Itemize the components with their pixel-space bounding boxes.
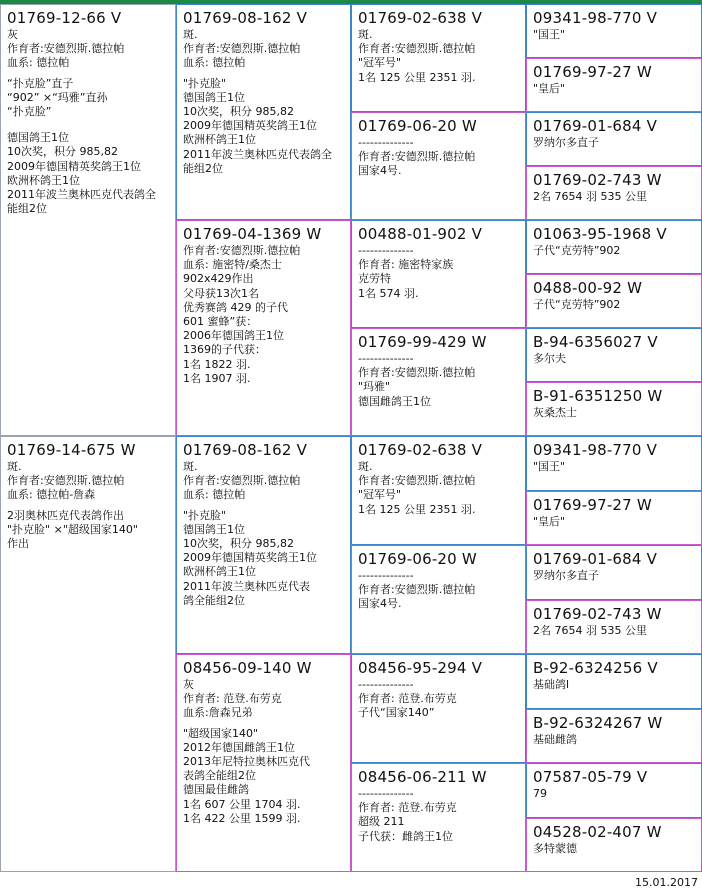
note-line: 国家4号. (358, 597, 402, 611)
note-line: 罗纳尔多直子 (533, 136, 599, 149)
ggdam-1 (526, 58, 702, 112)
pedigree-notes (533, 460, 697, 474)
pedigree-notes (7, 460, 171, 551)
sire-2 (176, 436, 351, 654)
note-line: 斑. (183, 460, 198, 473)
note-line: -------------- (358, 678, 414, 691)
ring-number: B-92-6324256 V (533, 659, 658, 677)
pedigree-notes (533, 82, 697, 96)
note-line: 德国鸽王1位 (183, 90, 245, 104)
note-line: 德国鸽王1位 (7, 131, 69, 145)
note-line: 作育者:安德烈斯.德拉帕 (358, 583, 476, 597)
note-line: 德国雌鸽王1位 (358, 394, 431, 408)
ggdam-3 (526, 274, 702, 328)
pedigree-notes (358, 352, 521, 409)
note-line: 德国鸽王1位 (183, 522, 245, 536)
note-line: 作出 (7, 537, 29, 551)
ring-number: 09341-98-770 V (533, 441, 658, 459)
pedigree-notes (358, 569, 521, 612)
dam-2 (176, 654, 351, 872)
note-line: 作育者:安德烈斯.德拉帕 (183, 244, 301, 257)
note-line: 血系: 德拉帕 (183, 488, 246, 502)
pedigree-notes (533, 136, 697, 150)
note-line: “扑克脸”直子 (7, 76, 74, 90)
note-line: 欧洲杯鸽王1位 (183, 565, 256, 579)
ggsire-5 (526, 436, 702, 491)
note-line: 79 (533, 787, 547, 800)
note-line: 作育者:安德烈斯.德拉帕 (358, 474, 476, 488)
ggsire-6 (526, 545, 702, 600)
note-line: 多尔夫 (533, 352, 566, 365)
note-line: 斑. (358, 460, 373, 473)
pedigree-notes (358, 678, 521, 721)
ggdam-7 (526, 709, 702, 763)
note-line: -------------- (358, 352, 414, 365)
ring-number: B-94-6356027 V (533, 333, 658, 351)
note-line: 2009年德国精英奖鸽王1位 (183, 119, 317, 133)
note-line: "冠军号" (358, 488, 402, 502)
note-line: 超级 211 (358, 815, 405, 829)
note-line: "冠军号" (358, 56, 402, 70)
ring-number: 01769-06-20 W (358, 550, 477, 568)
note-line: 灰 (183, 678, 194, 691)
note-line: 作育者: 范登.布劳克 (358, 801, 457, 815)
pedigree-notes (533, 244, 697, 258)
pedigree-notes (183, 460, 346, 608)
note-line: 2012年德国雌鸽王1位 (183, 740, 295, 754)
note-line: 灰桑杰士 (533, 406, 577, 419)
note-line: -------------- (358, 244, 414, 257)
note-line: 10次奖，积分 985,82 (183, 537, 294, 551)
note-line: "国王" (533, 460, 566, 473)
pedigree-notes (533, 842, 697, 856)
grandsire-2 (351, 220, 526, 328)
ring-number: 01769-01-684 V (533, 117, 658, 135)
note-line: 2羽奥林匹克代表鸽作出 (7, 508, 124, 522)
ggsire-7 (526, 654, 702, 709)
pedigree-notes (533, 733, 697, 747)
sire-1 (176, 4, 351, 220)
ggsire-1 (526, 4, 702, 58)
ring-number: 08456-06-211 W (358, 768, 487, 786)
note-line: 作育者: 施密特家族 (358, 258, 454, 272)
note-line: 子代获：雌鸽王1位 (358, 829, 453, 843)
note-line: 多特蒙德 (533, 842, 577, 855)
note-line: 血系: 德拉帕 (7, 56, 70, 70)
note-line: 能组2位 (7, 202, 47, 216)
ggdam-2 (526, 166, 702, 220)
note-line: 1名 574 羽. (358, 286, 419, 300)
ggdam-4 (526, 382, 702, 436)
note-line: 作育者:安德烈斯.德拉帕 (7, 474, 125, 488)
pedigree-notes (533, 624, 697, 638)
note-line: 优秀赛鸽 429 的子代 (183, 300, 288, 314)
note-line: “902” ×“玛雅”直孙 (7, 90, 108, 104)
note-line: 斑. (358, 28, 373, 41)
note-line: 欧洲杯鸽王1位 (183, 133, 256, 147)
ring-number: 01769-14-675 W (7, 441, 136, 459)
ggsire-3 (526, 220, 702, 274)
pedigree-notes (183, 244, 346, 386)
ring-number: 01769-02-638 V (358, 441, 483, 459)
note-line: 能组2位 (183, 161, 223, 175)
note-line: 作育者: 范登.布劳克 (183, 692, 282, 706)
note-line: 1名 422 公里 1599 羽. (183, 811, 301, 825)
ggsire-4 (526, 328, 702, 382)
ring-number: 0488-00-92 W (533, 279, 643, 297)
pedigree-notes (7, 28, 171, 216)
ring-number: 07587-05-79 V (533, 768, 648, 786)
note-line: 血系: 德拉帕 (183, 56, 246, 70)
granddam-3 (351, 545, 526, 654)
note-line: 基础雌鸽 (533, 733, 577, 746)
pedigree-notes (533, 352, 697, 366)
ggsire-8 (526, 763, 702, 818)
note-line: 作育者:安德烈斯.德拉帕 (358, 366, 476, 380)
note-line: 作育者:安德烈斯.德拉帕 (183, 474, 301, 488)
note-line: 2011年波兰奥林匹克代表 (183, 579, 310, 593)
ring-number: B-91-6351250 W (533, 387, 663, 405)
pedigree-notes (358, 244, 521, 301)
note-line: "超级国家140" (183, 726, 259, 740)
note-line: 作育者:安德烈斯.德拉帕 (7, 42, 125, 56)
note-line: 作育者:安德烈斯.德拉帕 (358, 42, 476, 56)
ring-number: 01769-01-684 V (533, 550, 658, 568)
pedigree-notes (183, 28, 346, 176)
ring-number: 01769-02-743 W (533, 171, 662, 189)
note-line: 2009年德国精英奖鸽王1位 (183, 551, 317, 565)
pedigree-notes (533, 569, 697, 583)
ggdam-6 (526, 600, 702, 654)
note-line: 鸽全能组2位 (183, 593, 245, 607)
note-line: 克劳特 (358, 272, 391, 286)
pedigree-notes (533, 190, 697, 204)
ring-number: 01769-08-162 V (183, 441, 308, 459)
document-date: 15.01.2017 (635, 876, 698, 889)
ggsire-2 (526, 112, 702, 166)
note-line: 子代“国家140” (358, 706, 435, 720)
note-line: 601 蜜蜂”获： (183, 315, 258, 329)
pedigree-notes (358, 460, 521, 517)
granddam-4 (351, 763, 526, 872)
pedigree-notes (533, 678, 697, 692)
ring-number: 01769-08-162 V (183, 9, 308, 27)
note-line: 10次奖，积分 985,82 (7, 145, 118, 159)
note-line: 1名 607 公里 1704 羽. (183, 797, 301, 811)
granddam-2 (351, 328, 526, 436)
ring-number: 08456-09-140 W (183, 659, 312, 677)
note-line: 基础鸽l (533, 678, 570, 691)
note-line: 作育者: 范登.布劳克 (358, 692, 457, 706)
note-line: 血系: 德拉帕-詹森 (7, 488, 96, 502)
pedigree-notes (533, 28, 697, 42)
pedigree-notes (533, 515, 697, 529)
note-line: "国王" (533, 28, 566, 41)
note-line: "扑克脸" (183, 508, 227, 522)
note-line: "皇后" (533, 515, 566, 528)
note-line: 国家4号. (358, 164, 402, 178)
ring-number: 01063-95-1968 V (533, 225, 667, 243)
ring-number: 09341-98-770 V (533, 9, 658, 27)
grandsire-1 (351, 4, 526, 112)
ring-number: 01769-97-27 W (533, 496, 652, 514)
note-line: 父母获13次1名 (183, 286, 259, 300)
note-line: -------------- (358, 136, 414, 149)
pedigree-notes (358, 787, 521, 844)
granddam-1 (351, 112, 526, 220)
ring-number: 01769-99-429 W (358, 333, 487, 351)
note-line: "皇后" (533, 82, 566, 95)
note-line: 罗纳尔多直子 (533, 569, 599, 582)
note-line: 子代“克劳特”902 (533, 244, 621, 257)
note-line: “扑克脸” (7, 105, 52, 119)
ring-number: 01769-02-638 V (358, 9, 483, 27)
note-line: 欧洲杯鸽王1位 (7, 173, 80, 187)
pedigree-notes (358, 28, 521, 85)
note-line: 1名 1822 羽. (183, 357, 251, 371)
grandsire-3 (351, 436, 526, 545)
pedigree-subject-1 (0, 4, 176, 436)
note-line: 作育者:安德烈斯.德拉帕 (183, 42, 301, 56)
note-line: "扑克脸" (183, 76, 227, 90)
ring-number: B-92-6324267 W (533, 714, 663, 732)
pedigree-notes (533, 406, 697, 420)
pedigree-notes (183, 678, 346, 826)
note-line: 子代“克劳特”902 (533, 298, 621, 311)
note-line: -------------- (358, 569, 414, 582)
note-line: 1名 125 公里 2351 羽. (358, 502, 476, 516)
ring-number: 01769-12-66 V (7, 9, 122, 27)
ring-number: 01769-06-20 W (358, 117, 477, 135)
note-line: 2011年波兰奥林匹克代表鸽全 (183, 147, 332, 161)
note-line: 2名 7654 羽 535 公里 (533, 190, 647, 203)
pedigree-notes (533, 787, 697, 801)
note-line: 2006年德国鸽王1位 (183, 329, 284, 343)
dam-1 (176, 220, 351, 436)
ring-number: 04528-02-407 W (533, 823, 662, 841)
note-line: 902x429作出 (183, 272, 254, 286)
note-line: 2名 7654 羽 535 公里 (533, 624, 647, 637)
note-line: 作育者:安德烈斯.德拉帕 (358, 150, 476, 164)
note-line: 1名 125 公里 2351 羽. (358, 70, 476, 84)
note-line: 斑. (7, 460, 22, 473)
ggdam-8 (526, 818, 702, 872)
note-line: 德国最佳雌鸽 (183, 783, 249, 797)
note-line: 表鸽全能组2位 (183, 769, 256, 783)
note-line: 2009年德国精英奖鸽王1位 (7, 159, 141, 173)
note-line: 1名 1907 羽. (183, 371, 251, 385)
note-line: 1369的子代获： (183, 343, 266, 357)
grandsire-4 (351, 654, 526, 763)
ring-number: 01769-97-27 W (533, 63, 652, 81)
ring-number: 01769-02-743 W (533, 605, 662, 623)
ring-number: 01769-04-1369 W (183, 225, 322, 243)
ring-number: 08456-95-294 V (358, 659, 483, 677)
note-line: 灰 (7, 28, 18, 41)
note-line: 血系:詹森兄弟 (183, 706, 253, 720)
ggdam-5 (526, 491, 702, 545)
note-line: 血系: 施密特/桑杰士 (183, 258, 282, 272)
note-line: -------------- (358, 787, 414, 800)
note-line: "扑克脸" ×"超级国家140" (7, 522, 138, 536)
pedigree-notes (358, 136, 521, 179)
note-line: 2013年尼特拉奥林匹克代 (183, 755, 310, 769)
note-line: 斑. (183, 28, 198, 41)
pedigree-notes (533, 298, 697, 312)
pedigree-subject-2 (0, 436, 176, 872)
ring-number: 00488-01-902 V (358, 225, 483, 243)
note-line: "玛雅" (358, 380, 391, 394)
note-line: 10次奖，积分 985,82 (183, 105, 294, 119)
note-line: 2011年波兰奥林匹克代表鸽全 (7, 188, 156, 202)
